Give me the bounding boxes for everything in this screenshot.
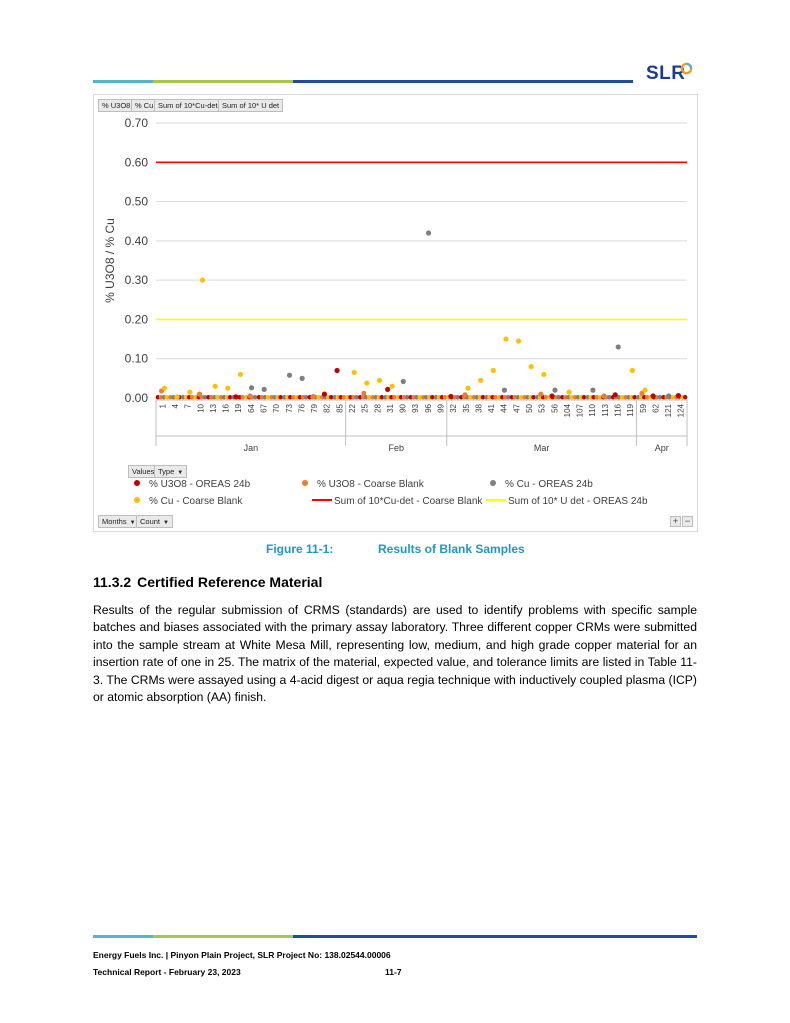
y-tick-label: 0.20 bbox=[124, 312, 148, 327]
x-tick-label: 82 bbox=[322, 404, 332, 413]
data-point bbox=[642, 388, 647, 393]
x-tick-label: 113 bbox=[600, 404, 610, 417]
section-number: 11.3.2 bbox=[93, 574, 132, 590]
x-tick-label: 28 bbox=[373, 404, 383, 413]
x-tick-label: 73 bbox=[284, 404, 294, 413]
legend-cu-coarse: % Cu - Coarse Blank bbox=[134, 496, 242, 507]
x-tick-label: 1 bbox=[158, 404, 168, 409]
x-tick-label: 7 bbox=[183, 404, 193, 409]
x-tick-label: 53 bbox=[537, 404, 547, 413]
x-tick-label: 76 bbox=[297, 404, 307, 413]
x-tick-label: 19 bbox=[234, 404, 244, 413]
y-tick-label: 0.70 bbox=[124, 116, 148, 130]
data-point bbox=[322, 391, 327, 396]
data-point bbox=[613, 392, 618, 397]
x-tick-label: 110 bbox=[588, 404, 598, 417]
data-point bbox=[361, 391, 366, 396]
data-point bbox=[478, 378, 483, 383]
x-tick-label: 70 bbox=[272, 404, 282, 413]
data-point bbox=[462, 392, 467, 397]
data-point bbox=[448, 394, 453, 399]
data-point bbox=[491, 368, 496, 373]
y-tick-label: 0.10 bbox=[124, 351, 148, 366]
month-label: Jan bbox=[243, 443, 259, 453]
dropdown-arrow-icon: ▼ bbox=[129, 520, 136, 526]
figure-title: Results of Blank Samples bbox=[378, 542, 525, 556]
data-point bbox=[516, 338, 521, 343]
data-point bbox=[175, 394, 180, 399]
baseline-point bbox=[683, 395, 687, 399]
data-point bbox=[213, 384, 218, 389]
x-tick-label: 121 bbox=[664, 404, 674, 418]
y-tick-label: 0.60 bbox=[124, 155, 148, 170]
data-point bbox=[666, 393, 671, 398]
data-point bbox=[352, 370, 357, 375]
data-point bbox=[200, 278, 205, 283]
data-point bbox=[541, 372, 546, 377]
data-point bbox=[529, 364, 534, 369]
slr-logo: SLR bbox=[646, 63, 686, 84]
filter-values-button[interactable]: Values bbox=[128, 465, 158, 478]
x-tick-label: 47 bbox=[512, 404, 522, 413]
x-tick-label: 67 bbox=[259, 404, 269, 413]
field-button-sum-cu-det[interactable]: Sum of 10*Cu-det bbox=[154, 99, 222, 112]
y-tick-label: 0.40 bbox=[124, 233, 148, 248]
body-paragraph: Results of the regular submission of CRMS (standards) are used to identify problems with specific sample batches and biases associated with the primary assay laboratory. Three different copper CRMs were submitted into the sample stream at White Mesa Mill, representing low, medium, and high grade copper material for an insertion rate of one in 25. The matrix of the material, expected value, and tolerance limits are listed in Table 11-3. The CRMs were assayed using a 4-acid digest or aqua regia technique with inductively coupled plasma (ICP) or atomic absorption (AA) finish. bbox=[93, 603, 697, 705]
month-label: Apr bbox=[654, 443, 669, 453]
data-point bbox=[377, 378, 382, 383]
x-tick-label: 64 bbox=[246, 404, 256, 413]
x-tick-label: 96 bbox=[423, 404, 433, 413]
data-point bbox=[503, 336, 508, 341]
data-point bbox=[401, 379, 406, 384]
blank-samples-chart bbox=[93, 94, 698, 532]
footer-project: Energy Fuels Inc. | Pinyon Plain Project, SLR Project No: 138.02544.00006 bbox=[93, 950, 391, 960]
data-point bbox=[311, 394, 316, 399]
data-point bbox=[616, 344, 621, 349]
slr-logo-ring-icon bbox=[680, 62, 693, 75]
data-point bbox=[197, 391, 202, 396]
x-tick-label: 93 bbox=[411, 404, 421, 413]
data-point bbox=[187, 390, 192, 395]
x-tick-label: 31 bbox=[385, 404, 395, 413]
data-point bbox=[426, 230, 431, 235]
zoom-in-button[interactable]: + bbox=[670, 516, 681, 527]
month-label: Feb bbox=[388, 443, 404, 453]
dropdown-arrow-icon: ▼ bbox=[163, 520, 169, 526]
x-tick-label: 124 bbox=[676, 404, 686, 418]
data-point bbox=[364, 380, 369, 385]
x-tick-label: 35 bbox=[461, 404, 471, 413]
x-tick-label: 44 bbox=[499, 404, 509, 413]
month-label: Mar bbox=[533, 443, 550, 453]
data-point bbox=[225, 386, 230, 391]
x-tick-label: 56 bbox=[550, 404, 560, 413]
dropdown-arrow-icon: ▼ bbox=[177, 470, 184, 476]
x-tick-label: 13 bbox=[208, 404, 218, 413]
x-tick-label: 62 bbox=[651, 404, 661, 413]
x-tick-label: 22 bbox=[347, 404, 357, 413]
x-tick-label: 25 bbox=[360, 404, 370, 413]
data-point bbox=[287, 373, 292, 378]
data-point bbox=[238, 372, 243, 377]
data-point bbox=[549, 393, 554, 398]
data-point bbox=[247, 393, 252, 398]
x-tick-label: 4 bbox=[170, 404, 180, 409]
x-tick-label: 32 bbox=[449, 404, 459, 413]
field-button-u3o8[interactable]: % U3O8 bbox=[98, 99, 134, 112]
figure-number: Figure 11-1: bbox=[266, 542, 334, 556]
data-point bbox=[601, 393, 606, 398]
legend-u3o8-coarse: % U3O8 - Coarse Blank bbox=[302, 479, 424, 490]
x-tick-label: 116 bbox=[613, 404, 623, 417]
legend-sum-u-det: Sum of 10* U det - OREAS 24b bbox=[486, 496, 648, 507]
data-point bbox=[390, 384, 395, 389]
header-rule bbox=[93, 80, 633, 83]
x-tick-label: 41 bbox=[487, 404, 497, 413]
x-tick-label: 107 bbox=[575, 404, 585, 418]
section-heading bbox=[93, 574, 322, 590]
data-point bbox=[385, 387, 390, 392]
x-tick-label: 16 bbox=[221, 404, 231, 413]
data-point bbox=[465, 386, 470, 391]
data-point bbox=[262, 387, 267, 392]
data-point bbox=[567, 390, 572, 395]
data-point bbox=[590, 388, 595, 393]
data-point bbox=[162, 386, 167, 391]
filter-count-button[interactable]: Count ▼ bbox=[136, 515, 173, 528]
x-tick-label: 50 bbox=[524, 404, 534, 413]
x-tick-label: 119 bbox=[626, 404, 636, 417]
y-tick-label: 0.50 bbox=[124, 194, 148, 209]
data-point bbox=[651, 393, 656, 398]
field-button-sum-u-det[interactable]: Sum of 10* U det bbox=[218, 99, 283, 112]
x-tick-label: 10 bbox=[196, 404, 206, 413]
zoom-out-button[interactable]: − bbox=[682, 516, 693, 527]
legend-u3o8-oreas: % U3O8 - OREAS 24b bbox=[134, 479, 250, 490]
footer-report: Technical Report - February 23, 2023 bbox=[93, 967, 241, 977]
data-point bbox=[233, 394, 238, 399]
x-tick-label: 38 bbox=[474, 404, 484, 413]
y-tick-label: 0.00 bbox=[124, 391, 148, 405]
x-tick-label: 59 bbox=[638, 404, 648, 413]
data-point bbox=[552, 388, 557, 393]
legend-sum-cu-det: Sum of 10*Cu-det - Coarse Blank bbox=[312, 496, 482, 507]
filter-type-button[interactable]: Type ▼ bbox=[154, 465, 187, 478]
field-button-cu[interactable]: % Cu bbox=[131, 99, 157, 112]
data-point bbox=[249, 385, 254, 390]
data-point bbox=[538, 391, 543, 396]
x-tick-label: 79 bbox=[310, 404, 320, 413]
data-point bbox=[676, 393, 681, 398]
data-point bbox=[300, 376, 305, 381]
filter-months-button[interactable]: Months ▼ bbox=[98, 515, 140, 528]
x-tick-label: 99 bbox=[436, 404, 446, 413]
legend-cu-oreas: % Cu - OREAS 24b bbox=[490, 479, 593, 490]
section-title: Certified Reference Material bbox=[137, 574, 323, 590]
page-number: 11-7 bbox=[385, 967, 402, 977]
x-tick-label: 104 bbox=[562, 404, 572, 418]
data-point bbox=[334, 368, 339, 373]
data-point bbox=[502, 388, 507, 393]
x-tick-label: 90 bbox=[398, 404, 408, 413]
y-tick-label: 0.30 bbox=[124, 273, 148, 288]
data-point bbox=[630, 368, 635, 373]
y-axis-label: % U3O8 / % Cu bbox=[103, 218, 117, 303]
footer-rule bbox=[93, 935, 697, 938]
x-tick-label: 85 bbox=[335, 404, 345, 413]
